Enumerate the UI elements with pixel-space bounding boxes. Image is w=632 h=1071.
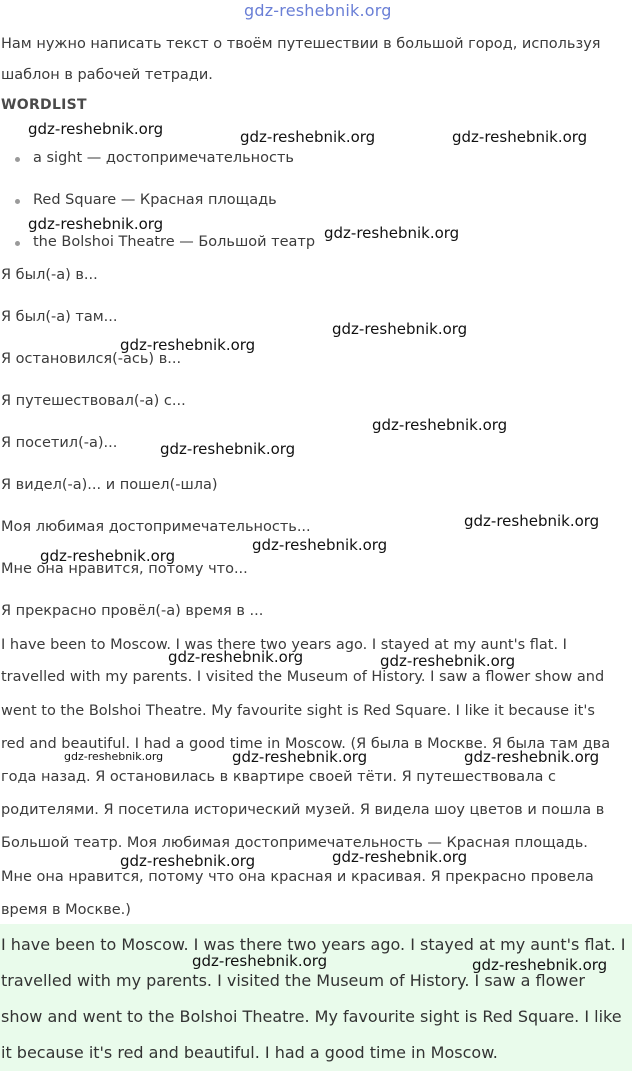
watermark: gdz-reshebnik.org <box>64 750 164 763</box>
watermark: gdz-reshebnik.org <box>120 852 256 870</box>
watermark: gdz-reshebnik.org <box>380 652 516 670</box>
watermark: gdz-reshebnik.org <box>240 128 376 146</box>
watermark: gdz-reshebnik.org <box>232 748 368 766</box>
wordlist-item: Red Square — Красная площадь <box>33 192 277 208</box>
highlight-line: travelled with my parents. I visited the Museum of History. I saw a flower <box>1 971 585 990</box>
watermark: gdz-reshebnik.org <box>472 956 608 974</box>
watermark: gdz-reshebnik.org <box>28 120 164 138</box>
template-line: Я видел(-а)... и пошел(-шла) <box>1 477 218 493</box>
answer-line: Мне она нравится, потому что она красная и красивая. Я прекрасно провела <box>1 869 594 885</box>
answer-line: I have been to Moscow. I was there two years ago. I stayed at my aunt's flat. I <box>1 637 567 653</box>
watermark: gdz-reshebnik.org <box>28 215 164 233</box>
wordlist-item: a sight — достопримечательность <box>33 150 294 166</box>
template-line: Моя любимая достопримечательность... <box>1 519 311 535</box>
wordlist-title: WORDLIST <box>1 97 87 113</box>
watermark: gdz-reshebnik.org <box>452 128 588 146</box>
watermark: gdz-reshebnik.org <box>324 224 460 242</box>
watermark: gdz-reshebnik.org <box>120 336 256 354</box>
template-line: Я путешествовал(-а) с... <box>1 393 186 409</box>
watermark: gdz-reshebnik.org <box>464 748 600 766</box>
answer-line: red and beautiful. I had a good time in Moscow. (Я была в Москве. Я была там два <box>1 736 611 752</box>
answer-line: года назад. Я остановилась в квартире своей тёти. Я путешествовала с <box>1 769 556 785</box>
answer-line: travelled with my parents. I visited the Museum of History. I saw a flower show and <box>1 669 605 685</box>
highlight-line: show and went to the Bolshoi Theatre. My favourite sight is Red Square. I like <box>1 1007 622 1026</box>
intro-line-2: шаблон в рабочей тетради. <box>1 67 213 83</box>
answer-line: время в Москве.) <box>1 902 131 918</box>
bullet-icon <box>15 199 20 204</box>
answer-line: went to the Bolshoi Theatre. My favourite sight is Red Square. I like it because it's <box>1 703 595 719</box>
watermark: gdz-reshebnik.org <box>252 536 388 554</box>
watermark: gdz-reshebnik.org <box>192 952 328 970</box>
highlight-line: it because it's red and beautiful. I had a good time in Moscow. <box>1 1043 498 1062</box>
bullet-icon <box>15 157 20 162</box>
answer-line: родителями. Я посетила исторический музей. Я видела шоу цветов и пошла в <box>1 802 605 818</box>
watermark: gdz-reshebnik.org <box>332 320 468 338</box>
template-line: Я был(-а) там... <box>1 309 118 325</box>
highlight-line: I have been to Moscow. I was there two years ago. I stayed at my aunt's flat. I <box>1 935 626 954</box>
watermark: gdz-reshebnik.org <box>160 440 296 458</box>
template-line: Я прекрасно провёл(-а) время в ... <box>1 603 264 619</box>
watermark: gdz-reshebnik.org <box>372 416 508 434</box>
template-line: Я остановился(-ась) в... <box>1 351 182 367</box>
highlighted-answer <box>0 924 632 1071</box>
template-line: Я посетил(-а)... <box>1 435 118 451</box>
answer-line: Большой театр. Моя любимая достопримечательность — Красная площадь. <box>1 835 588 851</box>
wordlist-item: the Bolshoi Theatre — Большой театр <box>33 234 316 250</box>
intro-line-1: Нам нужно написать текст о твоём путешествии в большой город, используя <box>1 36 601 52</box>
watermark: gdz-reshebnik.org <box>40 547 176 565</box>
watermark: gdz-reshebnik.org <box>168 648 304 666</box>
template-line: Мне она нравится, потому что... <box>1 561 248 577</box>
site-header-link[interactable]: gdz-reshebnik.org <box>244 1 392 20</box>
watermark: gdz-reshebnik.org <box>464 512 600 530</box>
bullet-icon <box>15 241 20 246</box>
template-line: Я был(-а) в... <box>1 267 98 283</box>
watermark: gdz-reshebnik.org <box>332 848 468 866</box>
